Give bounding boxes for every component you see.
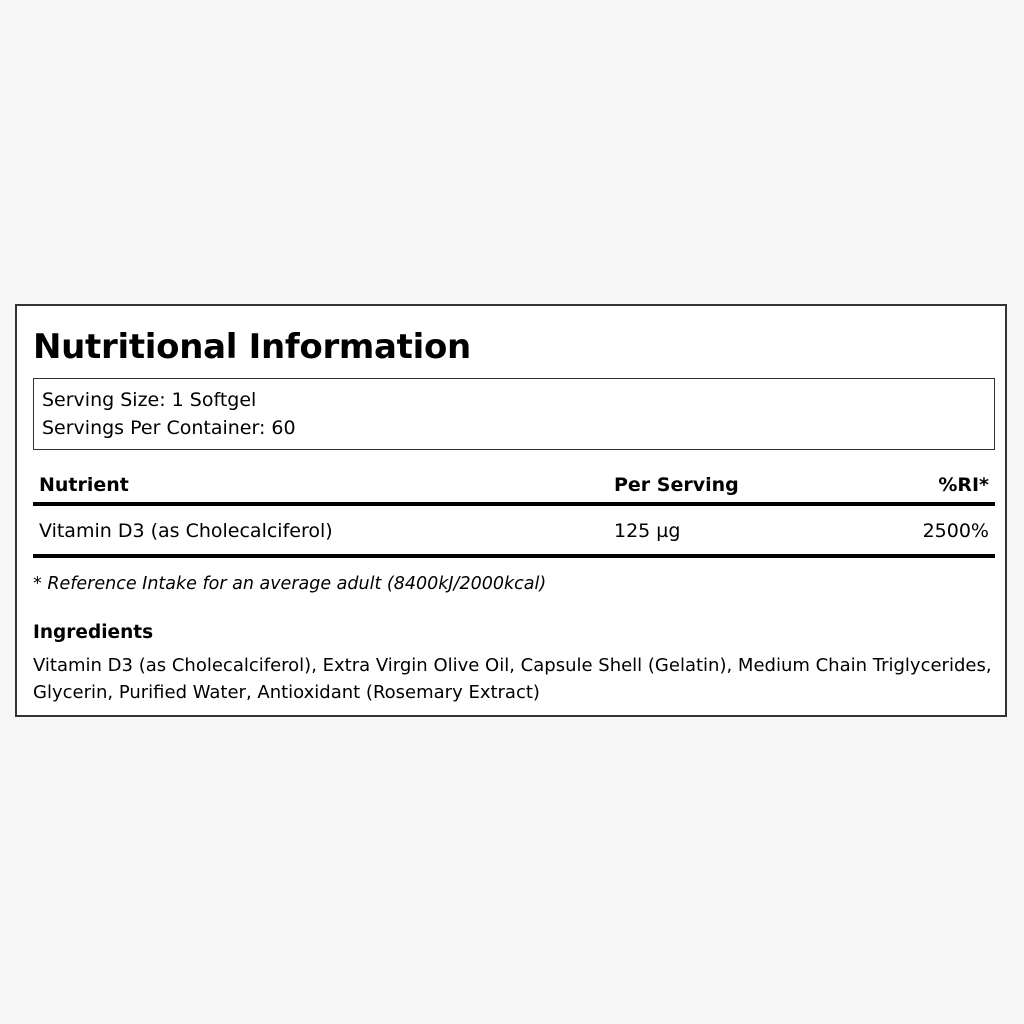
serving-info-box [33,378,995,450]
row-per-serving: 125 µg [614,520,681,542]
serving-size: Serving Size: 1 Softgel [42,389,257,411]
header-per-serving: Per Serving [614,474,739,496]
row-ri: 2500% [922,520,989,542]
ingredients-heading: Ingredients [33,622,154,643]
ri-footnote: * Reference Intake for an average adult (8400kJ/2000kcal) [33,574,547,594]
row-nutrient: Vitamin D3 (as Cholecalciferol) [39,520,333,542]
header-ri: %RI* [938,474,989,496]
header-nutrient: Nutrient [39,474,129,496]
nutrition-panel [15,304,1007,717]
ingredients-list: Vitamin D3 (as Cholecalciferol), Extra Virgin Olive Oil, Capsule Shell (Gelatin), Medium Chain Triglycerides, Glycerin, Purified Water, Antioxidant (Rosemary Extract) [33,655,992,703]
table-header-row [33,468,995,502]
nutrient-table [33,468,995,558]
table-row [33,506,995,554]
servings-per-container: Servings Per Container: 60 [42,417,296,439]
panel-title: Nutritional Information [33,327,471,367]
